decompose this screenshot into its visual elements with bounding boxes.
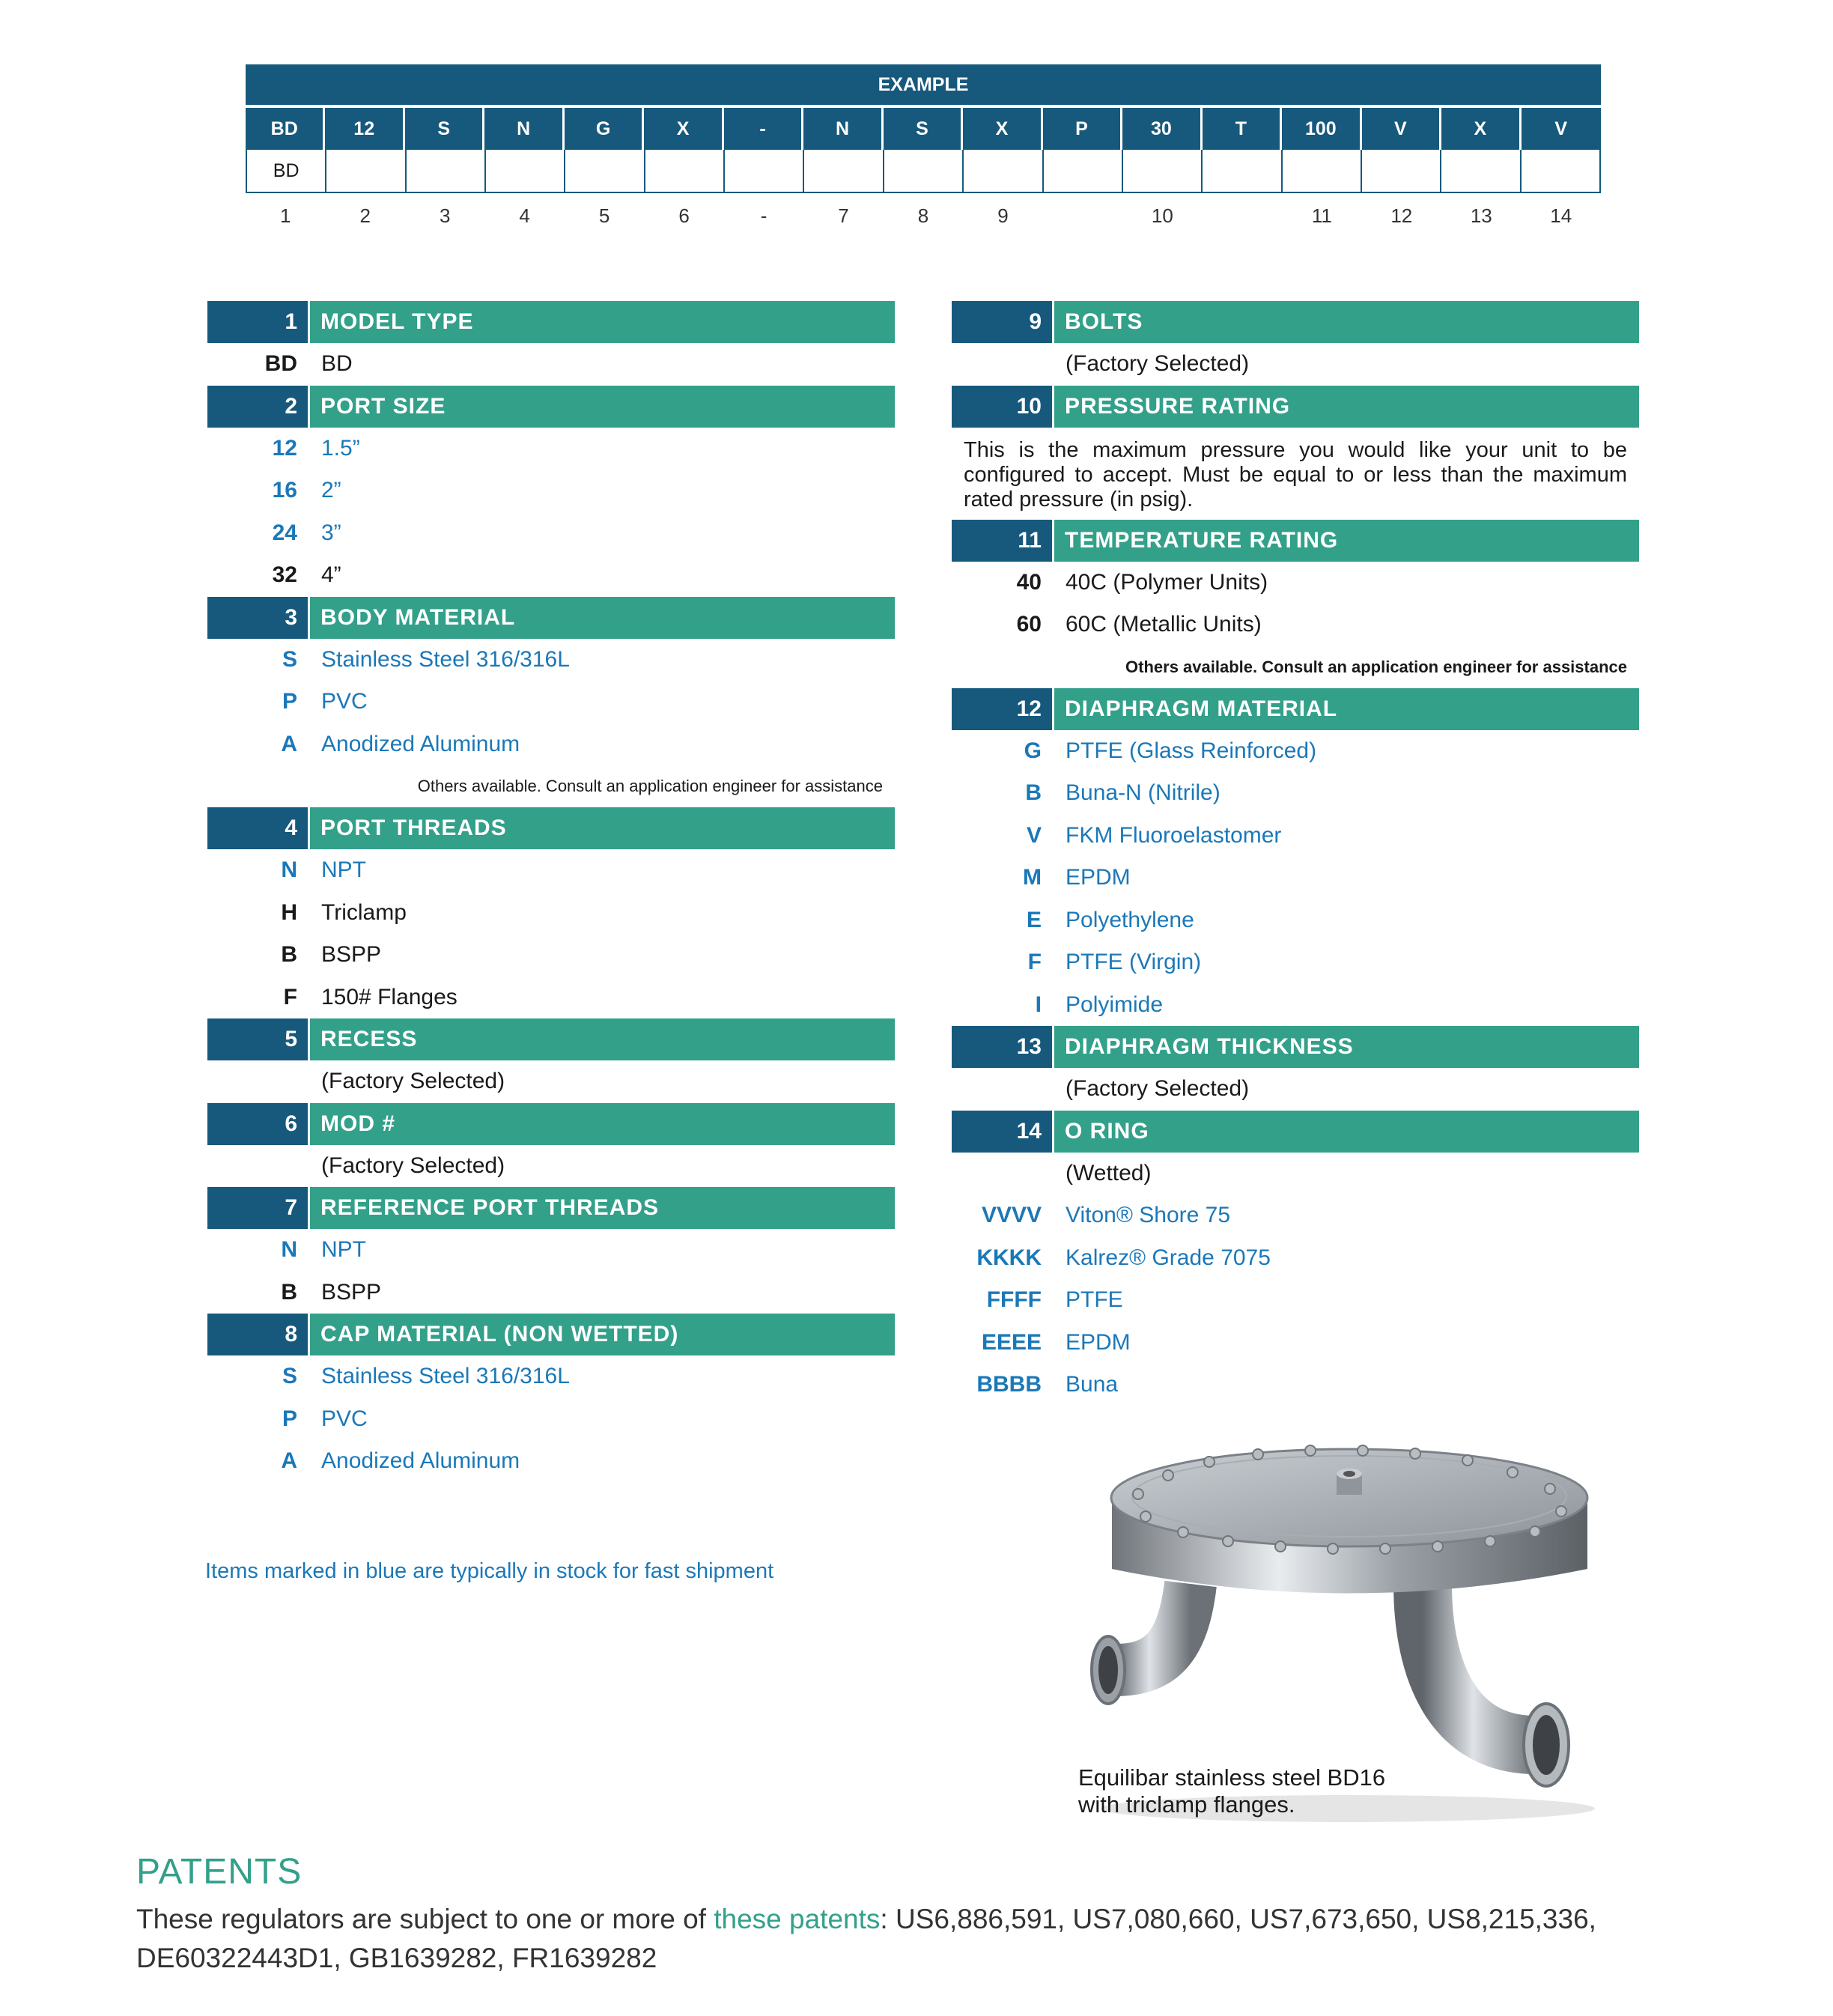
option-row bbox=[952, 772, 1639, 815]
section-title: REFERENCE PORT THREADS bbox=[310, 1187, 895, 1229]
option-code: S bbox=[282, 646, 297, 672]
example-code-cell: T bbox=[1203, 108, 1282, 150]
patents-prefix: These regulators are subject to one or more of bbox=[136, 1904, 714, 1934]
section-number: 7 bbox=[207, 1187, 308, 1229]
option-code: 60 bbox=[1016, 612, 1042, 637]
option-row bbox=[952, 899, 1639, 942]
example-table bbox=[246, 64, 1601, 238]
section-note: Others available. Consult an application engineer for assistance bbox=[1125, 657, 1627, 676]
option-code: A bbox=[281, 731, 297, 756]
example-value-cell bbox=[326, 150, 406, 192]
section-title: PORT THREADS bbox=[310, 807, 895, 849]
example-code-cell: 100 bbox=[1282, 108, 1361, 150]
option-label: Viton® Shore 75 bbox=[1066, 1203, 1231, 1228]
option-label: (Wetted) bbox=[1066, 1160, 1152, 1185]
option-label: Buna bbox=[1066, 1372, 1119, 1397]
option-label: 150# Flanges bbox=[321, 984, 458, 1009]
example-code-cell: X bbox=[963, 108, 1042, 150]
section-number: 8 bbox=[207, 1314, 308, 1355]
section-title: TEMPERATURE RATING bbox=[1054, 520, 1639, 562]
example-number-cell: 5 bbox=[598, 204, 610, 227]
option-label: BSPP bbox=[321, 1279, 382, 1305]
example-value-cell bbox=[1203, 150, 1282, 192]
option-code: B bbox=[281, 1279, 297, 1305]
option-code: I bbox=[1035, 992, 1042, 1017]
option-row bbox=[952, 1322, 1639, 1364]
option-label: 4” bbox=[321, 562, 341, 588]
option-label: (Factory Selected) bbox=[1066, 351, 1250, 377]
option-code: BBBB bbox=[976, 1372, 1042, 1397]
option-row bbox=[207, 470, 895, 512]
option-label: PTFE bbox=[1066, 1287, 1123, 1313]
example-code-cell: - bbox=[724, 108, 803, 150]
option-row bbox=[207, 1060, 895, 1103]
option-code: V bbox=[1026, 822, 1042, 848]
example-value-cell bbox=[804, 150, 884, 192]
section-header bbox=[207, 301, 895, 343]
section-header bbox=[207, 1018, 895, 1060]
option-code: 24 bbox=[272, 520, 297, 545]
option-label: PTFE (Glass Reinforced) bbox=[1066, 738, 1317, 763]
option-label: EPDM bbox=[1066, 865, 1131, 890]
option-label: (Factory Selected) bbox=[321, 1069, 505, 1094]
example-number-cell: 2 bbox=[359, 204, 371, 227]
example-codes-row bbox=[246, 108, 1601, 150]
section-description: This is the maximum pressure you would like your unit to be configured to accept. Must be equal to or less than the maximum rated pressure (in psig). bbox=[964, 437, 1627, 511]
option-row bbox=[207, 849, 895, 892]
option-label: NPT bbox=[321, 857, 366, 883]
example-value-cell bbox=[1123, 150, 1203, 192]
section-number: 12 bbox=[952, 688, 1052, 730]
example-code-cell: S bbox=[884, 108, 963, 150]
option-row bbox=[952, 984, 1639, 1027]
option-code: S bbox=[282, 1364, 297, 1389]
option-row bbox=[207, 892, 895, 935]
example-value-cell bbox=[565, 150, 645, 192]
option-row bbox=[952, 1068, 1639, 1111]
example-code-cell: N bbox=[484, 108, 564, 150]
example-value-cell bbox=[1283, 150, 1362, 192]
option-row bbox=[952, 1364, 1639, 1406]
caption-line-1: Equilibar stainless steel BD16 bbox=[1078, 1764, 1386, 1791]
section-number: 3 bbox=[207, 597, 308, 639]
example-value-cell bbox=[1441, 150, 1521, 192]
example-numbers-row bbox=[246, 193, 1601, 238]
option-label: Stainless Steel 316/316L bbox=[321, 1364, 570, 1389]
option-row bbox=[207, 1355, 895, 1398]
option-label: BSPP bbox=[321, 942, 382, 968]
option-code: N bbox=[281, 857, 297, 883]
example-value-cell bbox=[1362, 150, 1441, 192]
example-value-cell bbox=[964, 150, 1043, 192]
section-title: O RING bbox=[1054, 1111, 1639, 1153]
section-header bbox=[952, 688, 1639, 730]
option-label: Stainless Steel 316/316L bbox=[321, 646, 570, 672]
option-row bbox=[952, 815, 1639, 857]
section-note: Others available. Consult an application engineer for assistance bbox=[417, 777, 883, 795]
example-code-cell: 30 bbox=[1122, 108, 1202, 150]
example-number-cell: 11 bbox=[1311, 204, 1332, 227]
example-title: EXAMPLE bbox=[246, 64, 1601, 105]
option-row bbox=[207, 639, 895, 681]
option-code: H bbox=[281, 899, 297, 925]
option-row bbox=[207, 1440, 895, 1483]
option-code: BD bbox=[264, 351, 297, 377]
section-number: 6 bbox=[207, 1103, 308, 1145]
option-code: F bbox=[283, 984, 297, 1009]
example-code-cell: P bbox=[1043, 108, 1122, 150]
option-row bbox=[207, 977, 895, 1019]
section-header bbox=[207, 1187, 895, 1229]
option-row bbox=[952, 1194, 1639, 1237]
section-header bbox=[952, 386, 1639, 428]
option-row bbox=[207, 512, 895, 555]
option-row bbox=[207, 554, 895, 597]
section-number: 14 bbox=[952, 1111, 1052, 1153]
option-code: 32 bbox=[272, 562, 297, 588]
section-title: PORT SIZE bbox=[310, 386, 895, 428]
example-number-cell: 3 bbox=[439, 204, 451, 227]
option-code: A bbox=[281, 1448, 297, 1474]
example-code-cell: G bbox=[565, 108, 644, 150]
option-row bbox=[207, 1229, 895, 1272]
section-number: 1 bbox=[207, 301, 308, 343]
option-code: 40 bbox=[1016, 569, 1042, 595]
section-header bbox=[952, 1026, 1639, 1068]
option-label: (Factory Selected) bbox=[1066, 1076, 1250, 1102]
section-number: 4 bbox=[207, 807, 308, 849]
option-row bbox=[207, 343, 895, 386]
option-row bbox=[207, 1398, 895, 1441]
option-code: G bbox=[1024, 738, 1042, 763]
example-value-cell bbox=[1522, 150, 1601, 192]
option-code: 12 bbox=[272, 435, 297, 461]
option-code: FFFF bbox=[986, 1287, 1042, 1313]
option-label: BD bbox=[321, 351, 353, 377]
section-number: 5 bbox=[207, 1018, 308, 1060]
section-header bbox=[207, 1103, 895, 1145]
section-header bbox=[952, 301, 1639, 343]
section-number: 10 bbox=[952, 386, 1052, 428]
option-code: EEEE bbox=[981, 1329, 1042, 1355]
section-header bbox=[207, 597, 895, 639]
option-row bbox=[952, 604, 1639, 646]
option-label: Anodized Aluminum bbox=[321, 1448, 520, 1474]
option-label: Polyimide bbox=[1066, 992, 1164, 1017]
section-header bbox=[207, 1314, 895, 1355]
section-number: 13 bbox=[952, 1026, 1052, 1068]
option-code: KKKK bbox=[976, 1245, 1042, 1270]
section-title: CAP MATERIAL (NON WETTED) bbox=[310, 1314, 895, 1355]
photo-caption bbox=[1078, 1764, 1385, 1818]
option-code: P bbox=[282, 1406, 297, 1431]
option-row bbox=[952, 562, 1639, 604]
option-label: 3” bbox=[321, 520, 341, 545]
patents-text bbox=[136, 1900, 1746, 1978]
option-row bbox=[952, 1279, 1639, 1322]
option-code: F bbox=[1027, 950, 1042, 975]
section-header bbox=[952, 1111, 1639, 1153]
option-row bbox=[207, 1272, 895, 1314]
patents-link[interactable]: these patents bbox=[714, 1904, 881, 1934]
option-code: P bbox=[282, 689, 297, 714]
option-code: 16 bbox=[272, 478, 297, 503]
option-label: Polyethylene bbox=[1066, 907, 1194, 932]
option-row bbox=[952, 1153, 1639, 1195]
section-header bbox=[207, 807, 895, 849]
option-label: Triclamp bbox=[321, 899, 407, 925]
example-code-cell: V bbox=[1362, 108, 1441, 150]
option-code: B bbox=[281, 942, 297, 968]
option-code: M bbox=[1023, 865, 1042, 890]
option-row bbox=[207, 1145, 895, 1188]
example-value-cell: BD bbox=[247, 150, 326, 192]
example-number-cell: 8 bbox=[917, 204, 929, 227]
example-number-cell: 14 bbox=[1550, 204, 1572, 227]
section-title: RECESS bbox=[310, 1018, 895, 1060]
example-number-cell bbox=[1203, 193, 1282, 238]
option-row bbox=[952, 1237, 1639, 1280]
example-value-cell bbox=[1044, 150, 1123, 192]
section-header bbox=[952, 520, 1639, 562]
example-value-cell bbox=[884, 150, 964, 192]
example-value-cell bbox=[645, 150, 725, 192]
example-code-cell: X bbox=[644, 108, 723, 150]
section-number: 2 bbox=[207, 386, 308, 428]
right-column bbox=[952, 301, 1639, 1406]
option-code: N bbox=[281, 1237, 297, 1263]
option-code: VVVV bbox=[981, 1203, 1042, 1228]
option-label: PTFE (Virgin) bbox=[1066, 950, 1202, 975]
example-value-cell bbox=[486, 150, 565, 192]
option-label: Anodized Aluminum bbox=[321, 731, 520, 756]
section-number: 9 bbox=[952, 301, 1052, 343]
example-code-cell: N bbox=[803, 108, 883, 150]
section-title: BOLTS bbox=[1054, 301, 1639, 343]
option-label: NPT bbox=[321, 1237, 366, 1263]
example-code-cell: BD bbox=[246, 108, 325, 150]
example-number-cell: 6 bbox=[678, 204, 690, 227]
option-row bbox=[952, 941, 1639, 984]
option-row bbox=[952, 730, 1639, 773]
section-number: 11 bbox=[952, 520, 1052, 562]
example-number-cell: 4 bbox=[519, 204, 530, 227]
caption-line-2: with triclamp flanges. bbox=[1078, 1791, 1295, 1818]
option-label: 60C (Metallic Units) bbox=[1066, 612, 1262, 637]
option-label: PVC bbox=[321, 1406, 368, 1431]
option-row bbox=[207, 934, 895, 977]
example-value-cell bbox=[725, 150, 804, 192]
option-row bbox=[952, 343, 1639, 386]
example-code-cell: V bbox=[1522, 108, 1601, 150]
example-code-cell: S bbox=[405, 108, 484, 150]
example-values-row bbox=[246, 150, 1601, 193]
option-label: 1.5” bbox=[321, 435, 360, 461]
option-label: EPDM bbox=[1066, 1329, 1131, 1355]
option-row bbox=[207, 428, 895, 470]
left-column bbox=[207, 301, 895, 1483]
section-title: MODEL TYPE bbox=[310, 301, 895, 343]
option-row bbox=[952, 857, 1639, 899]
option-label: 2” bbox=[321, 478, 341, 503]
example-value-cell bbox=[407, 150, 486, 192]
section-title: PRESSURE RATING bbox=[1054, 386, 1639, 428]
section-title: DIAPHRAGM MATERIAL bbox=[1054, 688, 1639, 730]
example-number-cell: 9 bbox=[997, 204, 1009, 227]
example-number-cell: 10 bbox=[1151, 204, 1173, 227]
option-label: PVC bbox=[321, 689, 368, 714]
section-title: BODY MATERIAL bbox=[310, 597, 895, 639]
example-number-cell: 7 bbox=[838, 204, 849, 227]
option-label: FKM Fluoroelastomer bbox=[1066, 822, 1282, 848]
example-code-cell: X bbox=[1441, 108, 1521, 150]
option-label: 40C (Polymer Units) bbox=[1066, 569, 1268, 595]
patents-list: : US6,886,591, US7,080,660, US7,673,650, US8,215,336, DE60322443D1, GB1639282, FR1639282 bbox=[136, 1904, 1596, 1973]
example-number-cell: 13 bbox=[1470, 204, 1492, 227]
option-row bbox=[207, 681, 895, 723]
option-label: Kalrez® Grade 7075 bbox=[1066, 1245, 1271, 1270]
stock-note: Items marked in blue are typically in stock for fast shipment bbox=[205, 1559, 774, 1583]
example-number-cell bbox=[1043, 193, 1122, 238]
section-header bbox=[207, 386, 895, 428]
example-number-cell: 12 bbox=[1390, 204, 1413, 227]
option-label: Buna-N (Nitrile) bbox=[1066, 780, 1221, 806]
option-code: E bbox=[1026, 907, 1042, 932]
example-number-cell: - bbox=[760, 204, 767, 227]
example-number-cell: 1 bbox=[280, 204, 291, 227]
example-code-cell: 12 bbox=[325, 108, 404, 150]
option-row bbox=[207, 723, 895, 766]
section-title: MOD # bbox=[310, 1103, 895, 1145]
patents-title: PATENTS bbox=[136, 1852, 303, 1892]
option-label: (Factory Selected) bbox=[321, 1153, 505, 1178]
section-title: DIAPHRAGM THICKNESS bbox=[1054, 1026, 1639, 1068]
option-code: B bbox=[1025, 780, 1042, 806]
